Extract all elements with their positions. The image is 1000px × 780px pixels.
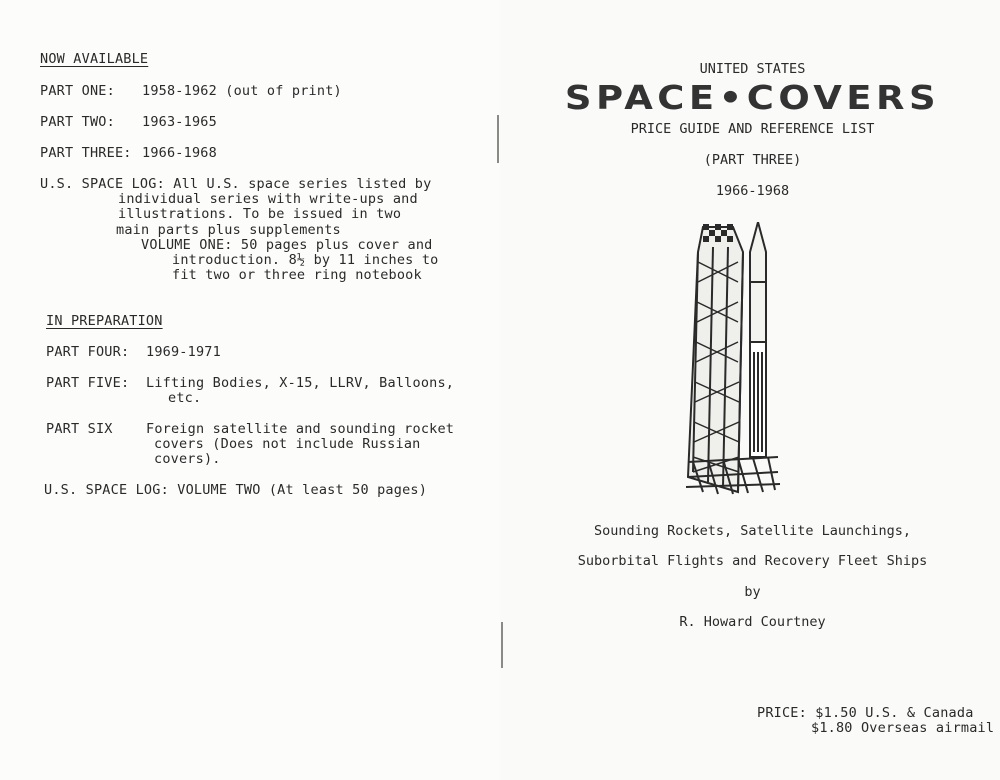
rocket-launch-tower-illustration xyxy=(683,222,783,497)
price-line-1: PRICE: $1.50 U.S. & Canada xyxy=(757,705,974,721)
part-two-value: 1963-1965 xyxy=(142,114,217,130)
part-three-value: 1966-1968 xyxy=(142,145,217,161)
part-one-value: 1958-1962 (out of print) xyxy=(142,83,342,99)
price-guide-subtitle: PRICE GUIDE AND REFERENCE LIST xyxy=(630,121,875,137)
space-log-line: individual series with write-ups and xyxy=(118,191,418,207)
part-one-label: PART ONE: xyxy=(40,83,115,99)
part-four-label: PART FOUR: xyxy=(46,344,130,360)
description-line-1: Sounding Rockets, Satellite Launchings, xyxy=(594,523,911,539)
in-preparation-heading: IN PREPARATION xyxy=(46,313,163,329)
space-log-line: VOLUME ONE: 50 pages plus cover and xyxy=(141,237,433,253)
fold-mark-top xyxy=(497,115,499,163)
part-six-label: PART SIX xyxy=(46,421,113,437)
part-five-label: PART FIVE: xyxy=(46,375,130,391)
part-three-label: (PART THREE) xyxy=(703,152,802,168)
part-six-line: Foreign satellite and sounding rocket xyxy=(146,421,455,437)
author-name: R. Howard Courtney xyxy=(679,614,826,630)
part-five-line: etc. xyxy=(168,390,202,406)
years-label: 1966-1968 xyxy=(715,183,790,199)
price-line-2: $1.80 Overseas airmail xyxy=(811,720,995,736)
part-six-line: covers). xyxy=(154,451,221,467)
part-four-value: 1969-1971 xyxy=(146,344,221,360)
by-label: by xyxy=(744,584,761,600)
now-available-heading: NOW AVAILABLE xyxy=(40,51,149,67)
part-two-label: PART TWO: xyxy=(40,114,115,130)
space-log-line: fit two or three ring notebook xyxy=(172,267,422,283)
part-three-label: PART THREE: xyxy=(40,145,132,161)
space-log-line: introduction. 8½ by 11 inches to xyxy=(172,252,439,268)
volume-two-line: U.S. SPACE LOG: VOLUME TWO (At least 50 pages) xyxy=(44,482,428,498)
description-line-2: Suborbital Flights and Recovery Fleet Ships xyxy=(577,553,928,569)
space-log-line: U.S. SPACE LOG: All U.S. space series listed by xyxy=(40,176,432,192)
space-log-line: main parts plus supplements xyxy=(116,222,341,238)
space-log-line: illustrations. To be issued in two xyxy=(118,206,402,222)
united-states-label: UNITED STATES xyxy=(699,61,806,77)
part-five-line: Lifting Bodies, X-15, LLRV, Balloons, xyxy=(146,375,455,391)
part-six-line: covers (Does not include Russian xyxy=(154,436,421,452)
space-covers-title: SPACE•COVERS xyxy=(564,78,941,117)
